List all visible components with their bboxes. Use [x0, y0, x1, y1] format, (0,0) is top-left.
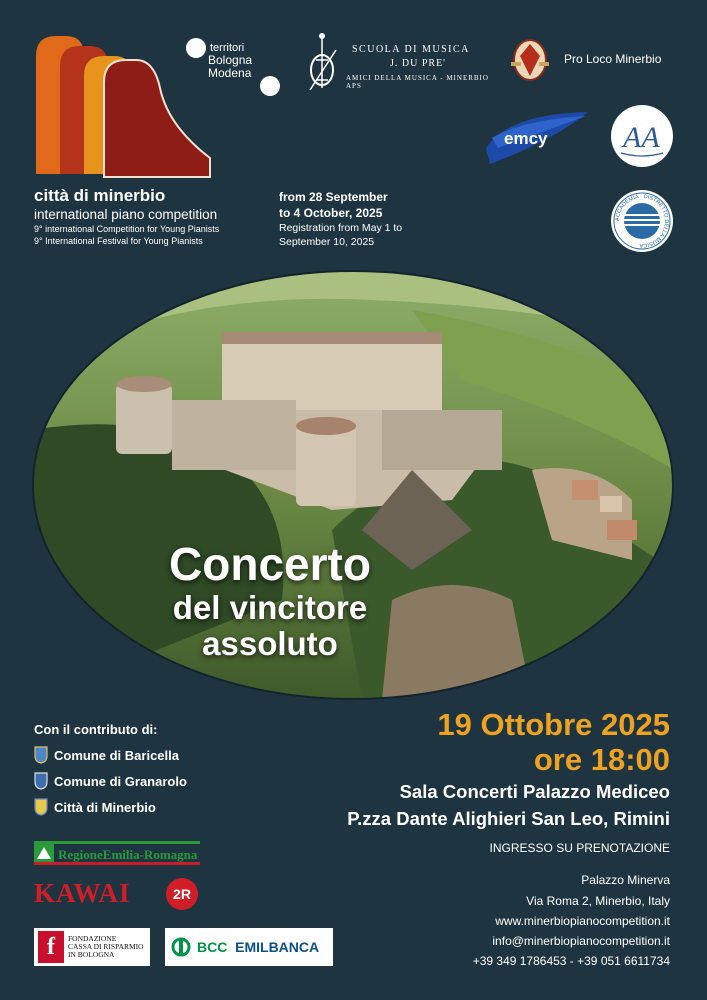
- svg-text:AA: AA: [623, 121, 660, 154]
- accademia-ring-text: ACCADEMIA · DISTRETTO DELLA MUSICA: [614, 193, 670, 249]
- territori-label: territori: [210, 42, 245, 54]
- pro-loco-label: Pro Loco Minerbio: [564, 52, 662, 66]
- competition-subtitle: international piano competition: [34, 207, 218, 222]
- fondazione-text: [68, 935, 144, 959]
- contributor-item: [34, 772, 187, 790]
- registration-line2: September 10, 2025: [279, 236, 375, 248]
- emilbanca-label: EMILBANCA: [235, 939, 320, 955]
- dot-icon: [186, 38, 206, 58]
- contributors-heading: Con il contributo di:: [34, 722, 158, 737]
- regione-text: RegioneEmilia-Romagna: [58, 847, 198, 862]
- registration-line1: Registration from May 1 to: [279, 222, 403, 234]
- dates-line2: to 4 October, 2025: [279, 206, 383, 220]
- fondazione-line3: IN BOLOGNA: [68, 950, 115, 959]
- contact-phone: +39 349 1786453 - +39 051 6611734: [472, 954, 670, 968]
- bcc-text: [197, 939, 319, 955]
- contributor-label: Comune di Baricella: [54, 747, 179, 763]
- venue-line1: Sala Concerti Palazzo Mediceo: [399, 781, 670, 802]
- entry-note: INGRESSO SU PRENOTAZIONE: [489, 841, 670, 855]
- competition-dates: [279, 189, 388, 221]
- emcy-text: emcy: [504, 129, 548, 148]
- fondazione-line1: FONDAZIONE: [68, 934, 117, 943]
- contact-address: Via Roma 2, Minerbio, Italy: [526, 894, 670, 908]
- accademia-aa-logo: [611, 105, 673, 167]
- competition-title: città di minerbio: [34, 186, 166, 205]
- scuola-line2: J. DU PRE': [390, 58, 446, 69]
- concert-line2: del vincitore: [172, 589, 368, 626]
- competition-line3: 9° international Competition for Young Pianists: [34, 224, 220, 234]
- crest-icon: [34, 772, 48, 790]
- contributor-label: Comune di Granarolo: [54, 773, 187, 789]
- contact-website[interactable]: www.minerbiopianocompetition.it: [495, 914, 670, 928]
- registration-info: [279, 221, 402, 249]
- venue-line2: P.zza Dante Alighieri San Leo, Rimini: [347, 808, 670, 829]
- contact-name: Palazzo Minerva: [581, 873, 670, 887]
- fondazione-line2: CASSA DI RISPARMIO: [68, 942, 144, 951]
- bcc-cross-icon: [171, 937, 191, 957]
- crest-icon: [34, 746, 48, 764]
- bcc-label: BCC: [197, 939, 228, 955]
- concert-heading: [100, 538, 440, 662]
- competition-line4: 9° International Festival for Young Pianists: [34, 236, 203, 246]
- territori-bologna-modena-logo: [186, 36, 286, 96]
- kawai-logo: KAWAI: [34, 878, 131, 908]
- bologna-modena-label: Bologna Modena: [208, 53, 253, 80]
- scuola-line3: AMICI DELLA MUSICA - MINERBIO APS: [346, 74, 489, 90]
- bcc-emilbanca-logo: [165, 928, 333, 966]
- contributor-item: [34, 798, 156, 816]
- event-time: ore 18:00: [533, 742, 670, 777]
- crest-icon: [34, 798, 48, 816]
- scuola-musica-logo: [302, 30, 492, 92]
- 2r-logo: 2R: [166, 878, 198, 910]
- event-date: 19 Ottobre 2025: [437, 707, 670, 742]
- fondazione-mark-icon: f: [38, 931, 64, 963]
- pro-loco-crest-icon: [507, 38, 553, 82]
- scuola-line1: SCUOLA DI MUSICA: [352, 44, 470, 55]
- aa-monogram-icon: [611, 105, 673, 167]
- contributor-label: Città di Minerbio: [54, 799, 156, 815]
- concert-line3: assoluto: [202, 625, 338, 662]
- concert-line1: Concerto: [169, 538, 371, 590]
- contact-email[interactable]: info@minerbiopianocompetition.it: [492, 934, 670, 948]
- emcy-logo-icon: [478, 108, 596, 166]
- contributor-item: [34, 746, 179, 764]
- fondazione-logo: [34, 928, 150, 966]
- dates-line1: from 28 September: [279, 190, 388, 204]
- dot-icon: [260, 76, 280, 96]
- regione-emilia-romagna-logo-icon: [34, 841, 200, 865]
- accademia-distretto-logo: [611, 190, 673, 252]
- accademia-wave-icon: [611, 190, 673, 252]
- cello-icon: [302, 30, 342, 92]
